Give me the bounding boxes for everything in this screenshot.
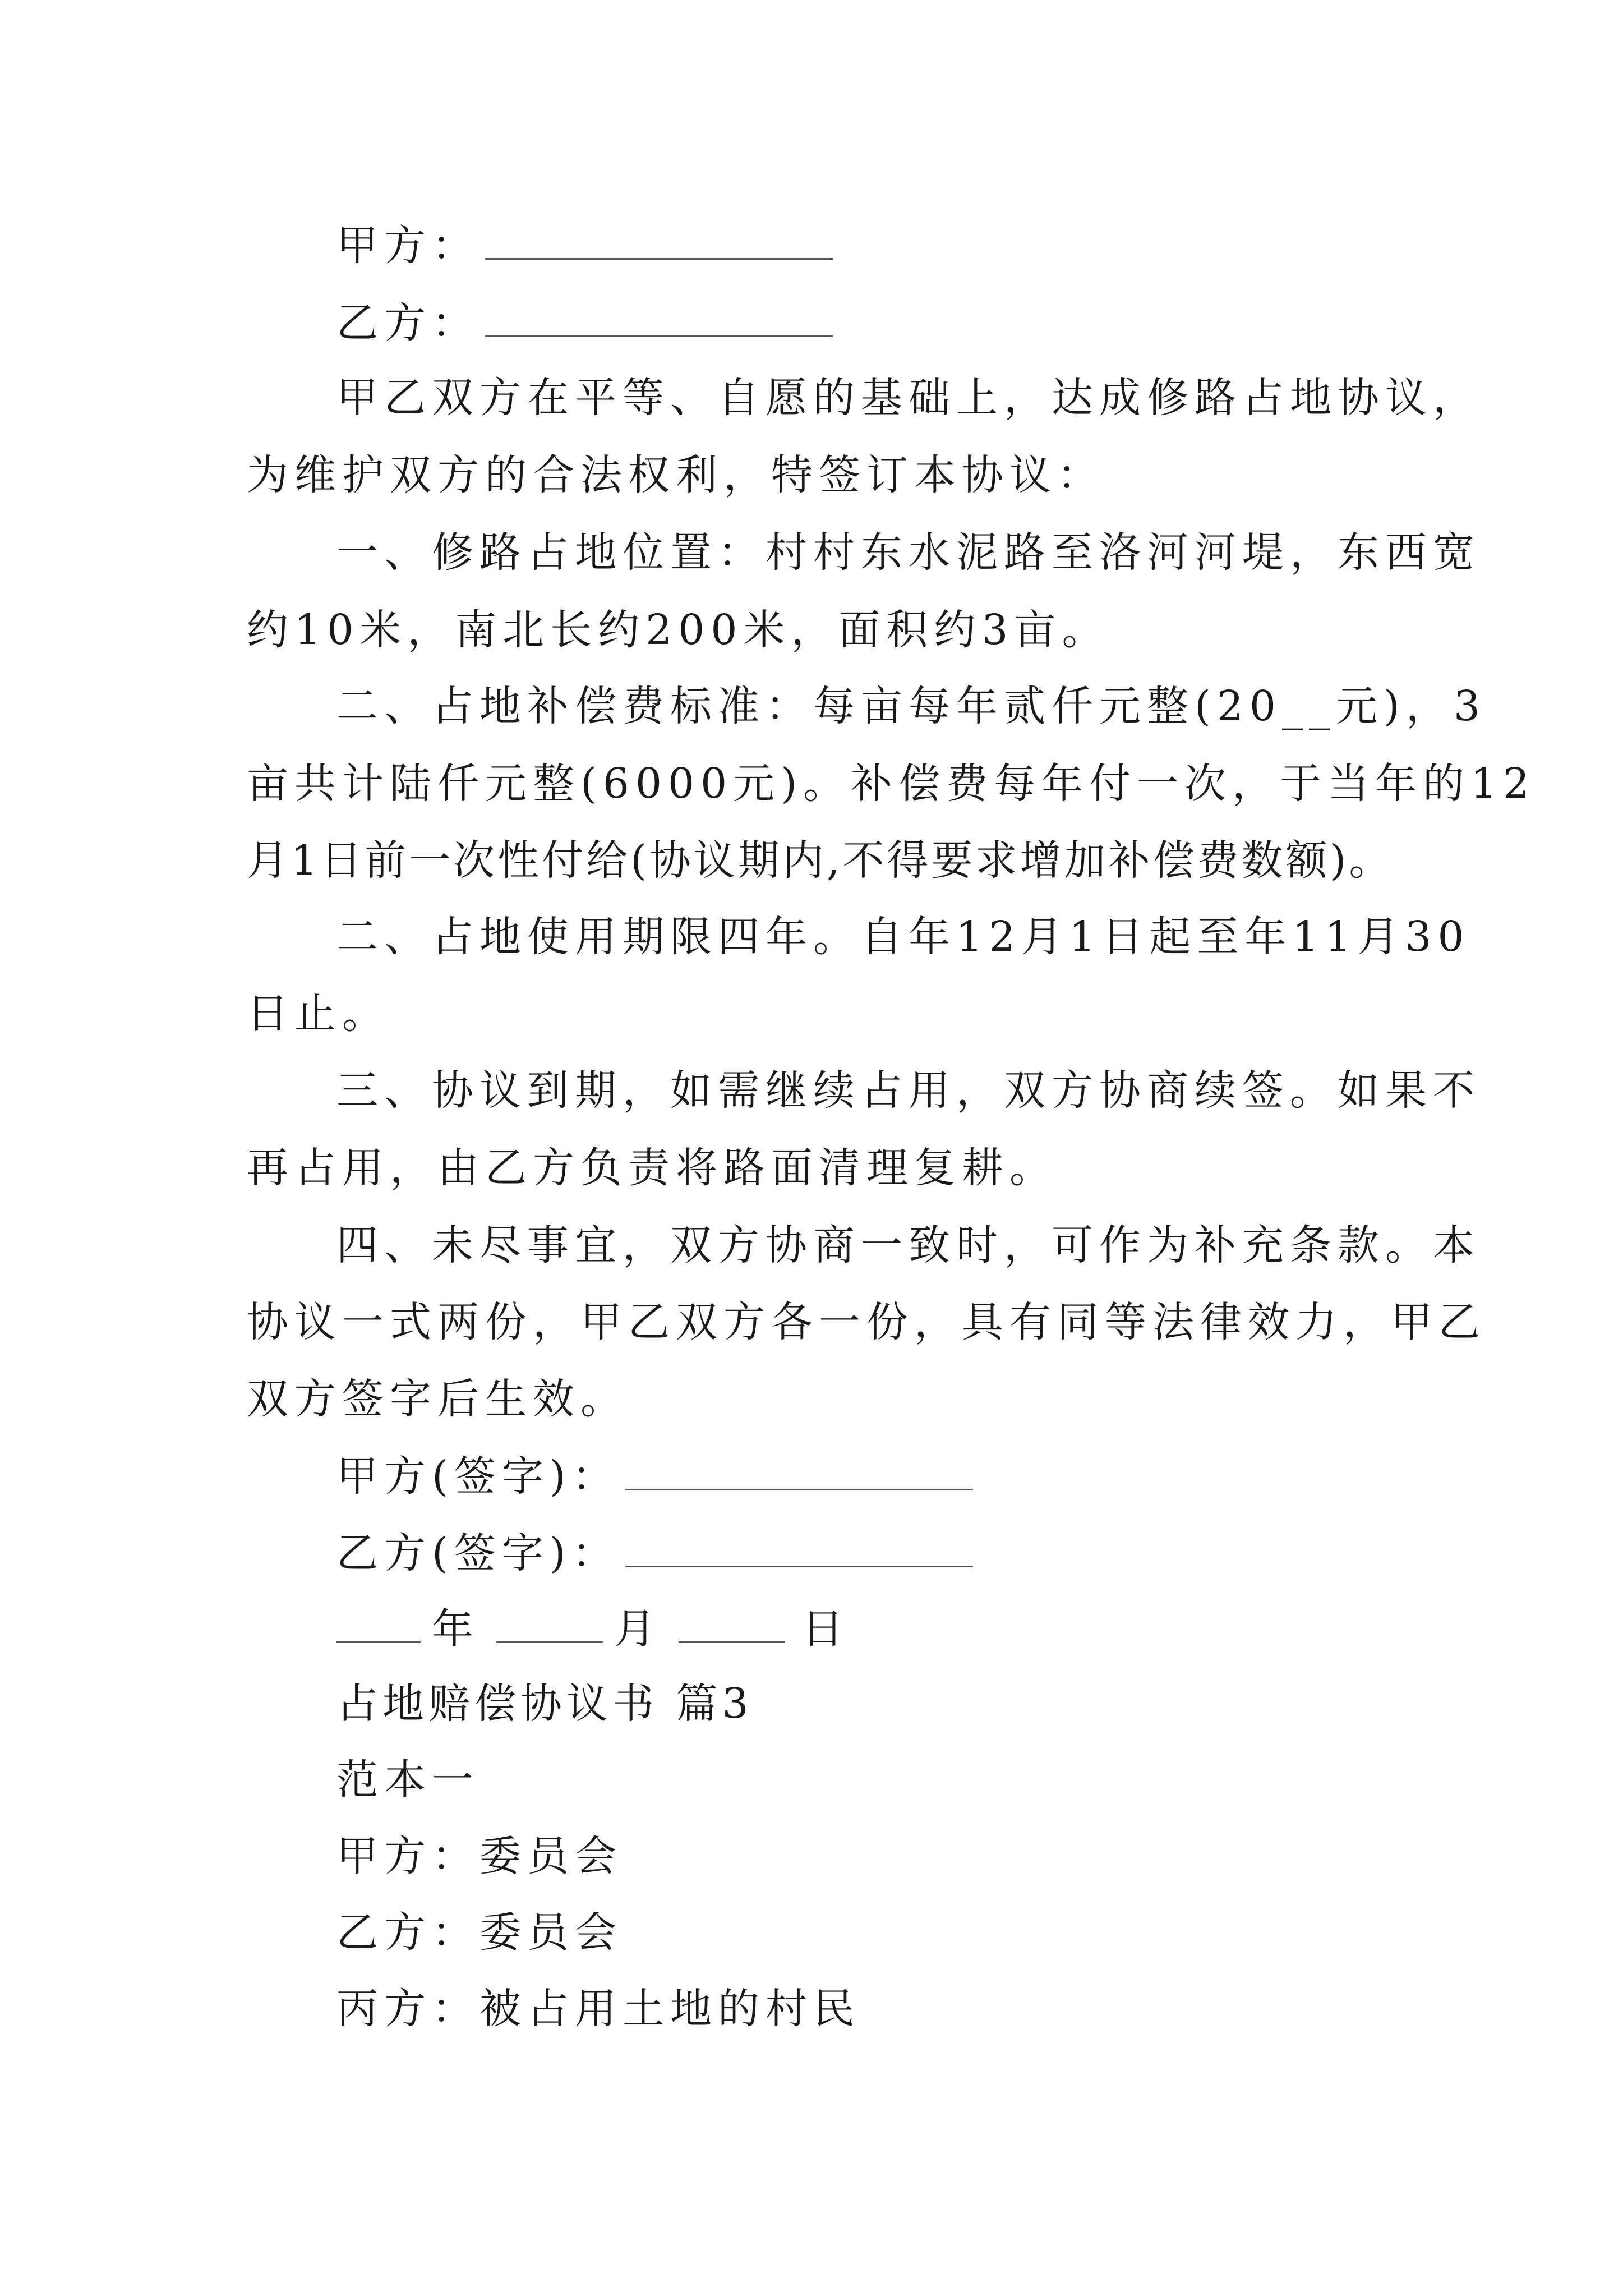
p3-party-c: 丙方：被占用土地的村民 — [336, 1985, 861, 2033]
clause-4-line-2: 再占用，由乙方负责将路面清理复耕。 — [247, 1144, 1057, 1192]
clause-4-line-1: 三、协议到期，如需继续占用，双方协商续签。如果不 — [336, 1066, 1481, 1115]
party-b-blank — [485, 302, 833, 337]
party-a-blank — [485, 224, 833, 260]
date-month-blank — [496, 1608, 603, 1643]
p3-party-b: 乙方：委员会 — [336, 1908, 623, 1957]
sign-b-line — [336, 1529, 973, 1577]
date-year-blank — [336, 1608, 421, 1643]
clause-5-line-1: 四、未尽事宜，双方协商一致时，可作为补充条款。本 — [336, 1221, 1481, 1269]
date-year-label: 年 — [432, 1605, 479, 1653]
date-day-blank — [679, 1608, 785, 1643]
sample-title: 范本一 — [336, 1756, 479, 1804]
clause-3-line-2: 日止。 — [247, 990, 390, 1038]
date-month-label: 月 — [614, 1605, 662, 1653]
p3-party-a: 甲方：委员会 — [336, 1832, 623, 1880]
sign-a-blank — [625, 1455, 973, 1490]
clause-2-line-2: 亩共计陆仟元整(6000元)。补偿费每年付一次，于当年的12 — [247, 760, 1536, 808]
clause-2-line-3: 月1日前一次性付给(协议期内,不得要求增加补偿费数额)。 — [247, 836, 1394, 885]
clause-5-line-2: 协议一式两份，甲乙双方各一份，具有同等法律效力，甲乙 — [247, 1298, 1486, 1346]
clause-1-line-2: 约10米，南北长约200米，面积约3亩。 — [247, 606, 1110, 654]
party-b-label: 乙方： — [336, 299, 479, 347]
clause-5-line-3: 双方签字后生效。 — [247, 1375, 628, 1423]
sign-b-label: 乙方(签字)： — [336, 1529, 620, 1577]
party-a-label: 甲方： — [336, 222, 479, 270]
date-day-label: 日 — [802, 1605, 850, 1653]
intro-line-2: 为维护双方的合法权利，特签订本协议： — [247, 451, 1105, 499]
sign-a-label: 甲方(签字)： — [336, 1452, 620, 1501]
clause-1-line-1: 一、修路占地位置：村村东水泥路至洛河河堤，东西宽 — [336, 528, 1481, 577]
sign-b-blank — [625, 1532, 973, 1567]
clause-3-line-1: 二、占地使用期限四年。自年12月1日起至年11月30 — [336, 913, 1470, 961]
party-a-line — [336, 222, 833, 270]
intro-line-1: 甲乙双方在平等、自愿的基础上，达成修路占地协议， — [336, 374, 1481, 422]
clause-2-line-1: 二、占地补偿费标准：每亩每年贰仟元整(20__元)，3 — [336, 682, 1486, 730]
sign-a-line — [336, 1452, 973, 1501]
date-line — [336, 1605, 850, 1653]
section-heading: 占地赔偿协议书 篇3 — [336, 1680, 753, 1728]
party-b-line — [336, 299, 833, 347]
